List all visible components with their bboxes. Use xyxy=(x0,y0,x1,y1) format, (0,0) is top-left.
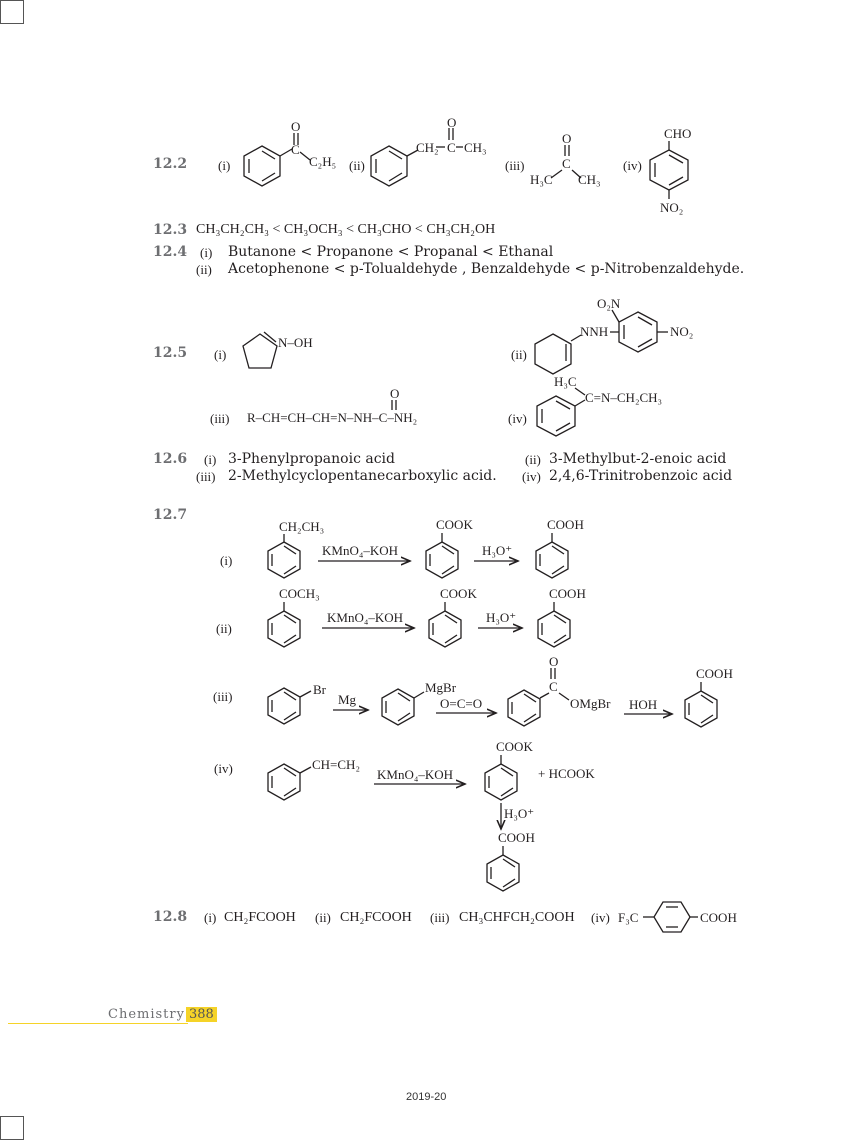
reagent-h3o: H₃O⁺ xyxy=(482,543,513,558)
answer-12-8-i: CH₂FCOOH xyxy=(224,910,296,925)
reagent-h3o: H₃O⁺ xyxy=(486,610,517,625)
group-acetyl: COCH₃ xyxy=(279,586,320,601)
group-cook: COOK xyxy=(496,739,533,754)
atom-c: C xyxy=(549,679,558,694)
group-mgbr: MgBr xyxy=(425,680,457,695)
group-h3c: H₃C xyxy=(554,374,577,389)
reagent-kmno4: KMnO₄–KOH xyxy=(377,767,454,782)
label-12-8-iii: (iii) xyxy=(430,910,450,925)
group-ethyl: C₂H₅ xyxy=(309,154,337,169)
chain-12-5-iv: C=N–CH₂CH₃ xyxy=(585,390,663,405)
group-ch2: CH₂ xyxy=(416,140,439,155)
label-12-6-iv: (iv) xyxy=(522,469,541,484)
question-number-12-2: 12.2 xyxy=(153,156,188,172)
crop-mark-bottom xyxy=(0,1116,24,1140)
answer-12-8-iii: CH₃CHFCH₂COOH xyxy=(459,910,575,925)
label-12-7-i: (i) xyxy=(220,553,233,568)
group-omgbr: OMgBr xyxy=(570,696,611,711)
label-12-7-iii: (iii) xyxy=(213,689,233,704)
group-ch3: CH₃ xyxy=(464,140,487,155)
group-cooh: COOH xyxy=(547,517,584,532)
question-number-12-3: 12.3 xyxy=(153,222,188,238)
group-cooh: COOH xyxy=(498,830,535,845)
answer-12-4-i: Butanone < Propanone < Propanal < Ethanal xyxy=(228,244,554,260)
group-nnh: NNH xyxy=(580,324,609,339)
group-f3c: F₃C xyxy=(618,910,639,925)
group-no2: NO₂ xyxy=(660,200,684,215)
answer-12-6-iii: 2-Methylcyclopentanecarboxylic acid. xyxy=(228,468,497,484)
group-o2n: O₂N xyxy=(597,296,621,311)
atom-o: O xyxy=(549,654,559,669)
label-12-8-ii: (ii) xyxy=(315,910,331,925)
group-cooh: COOH xyxy=(549,586,586,601)
year-stamp: 2019-20 xyxy=(406,1091,447,1103)
label-12-8-iv: (iv) xyxy=(591,910,610,925)
atom-o: O xyxy=(291,119,301,134)
group-cook: COOK xyxy=(436,517,473,532)
group-ethyl: CH₂CH₃ xyxy=(279,519,325,534)
answer-12-6-i: 3-Phenylpropanoic acid xyxy=(228,451,395,467)
answer-12-4-ii: Acetophenone < p-Tolualdehyde , Benzaldehyde < p-Nitrobenzaldehyde. xyxy=(228,261,745,277)
answer-12-3: CH₃CH₂CH₃ < CH₃OCH₃ < CH₃CHO < CH₃CH₂OH xyxy=(196,222,496,237)
label-12-6-i: (i) xyxy=(204,452,217,467)
atom-c: C xyxy=(291,142,300,157)
footer-title: Chemistry xyxy=(108,1007,185,1022)
label-12-5-i: (i) xyxy=(214,347,227,362)
question-number-12-6: 12.6 xyxy=(153,451,188,467)
footer-rule xyxy=(8,1023,188,1024)
atom-c: C xyxy=(562,156,571,171)
atom-o: O xyxy=(390,386,400,401)
label-12-2-i: (i) xyxy=(218,158,231,173)
label-12-8-i: (i) xyxy=(204,910,217,925)
benzene-ring xyxy=(654,902,690,932)
label-12-2-iii: (iii) xyxy=(505,158,525,173)
answer-12-6-iv: 2,4,6-Trinitrobenzoic acid xyxy=(549,468,733,484)
label-12-6-ii: (ii) xyxy=(525,452,541,467)
question-number-12-7: 12.7 xyxy=(153,507,188,523)
group-cooh: COOH xyxy=(696,666,733,681)
reagent-kmno4: KMnO₄–KOH xyxy=(322,543,399,558)
atom-o: O xyxy=(447,115,457,130)
group-no2: NO₂ xyxy=(670,324,694,339)
label-12-4-ii: (ii) xyxy=(196,262,212,277)
atom-o: O xyxy=(562,131,572,146)
label-12-5-iii: (iii) xyxy=(210,411,230,426)
group-cooh: COOH xyxy=(700,910,737,925)
reagent-h3o: H₃O⁺ xyxy=(504,806,535,821)
question-number-12-5: 12.5 xyxy=(153,345,188,361)
page-number: 388 xyxy=(186,1007,217,1022)
answer-12-6-ii: 3-Methylbut-2-enoic acid xyxy=(549,451,727,467)
label-12-5-iv: (iv) xyxy=(508,411,527,426)
group-cook: COOK xyxy=(440,586,477,601)
answer-12-8-ii: CH₂FCOOH xyxy=(340,910,412,925)
label-12-2-iv: (iv) xyxy=(623,158,642,173)
group-cho: CHO xyxy=(664,126,692,141)
question-number-12-8: 12.8 xyxy=(153,909,188,925)
label-12-7-iv: (iv) xyxy=(214,761,233,776)
question-number-12-4: 12.4 xyxy=(153,244,188,260)
group-h3c: H₃C xyxy=(530,172,553,187)
reagent-co2: O=C=O xyxy=(440,696,483,711)
group-ch3: CH₃ xyxy=(578,172,601,187)
label-12-2-ii: (ii) xyxy=(349,158,365,173)
byproduct-hcook: + HCOOK xyxy=(538,766,595,781)
reagent-mg: Mg xyxy=(338,692,357,707)
label-12-5-ii: (ii) xyxy=(511,347,527,362)
label-12-7-ii: (ii) xyxy=(216,621,232,636)
group-vinyl: CH=CH₂ xyxy=(312,757,360,772)
reagent-hoh: HOH xyxy=(629,697,658,712)
chain-12-5-iii: R–CH=CH–CH=N–NH–C–NH₂ xyxy=(247,410,418,425)
atom-br: Br xyxy=(313,682,326,697)
reagent-kmno4: KMnO₄–KOH xyxy=(327,610,404,625)
atom-c: C xyxy=(447,140,456,155)
label-12-6-iii: (iii) xyxy=(196,469,216,484)
label-12-4-i: (i) xyxy=(200,245,213,260)
group-noh: N–OH xyxy=(278,335,313,350)
